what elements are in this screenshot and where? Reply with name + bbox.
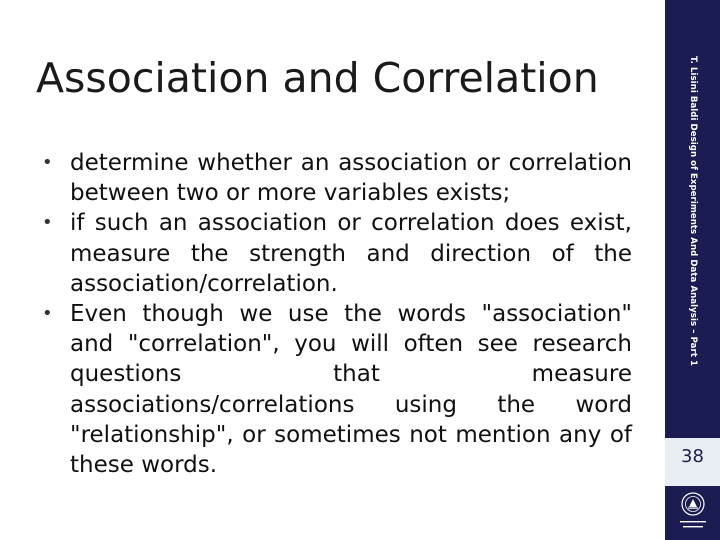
- bullet-item: • determine whether an association or correlation between two or more variables exists;: [42, 148, 632, 208]
- bullet-item: • Even though we use the words "association" and "correlation", you will often see research questions that measure associations/correlations using the word "relationship", or sometimes not mention any of these words.: [42, 299, 632, 480]
- university-seal-icon: [674, 490, 712, 538]
- bullet-item: • if such an association or correlation does exist, measure the strength and direction of the association/correlation.: [42, 208, 632, 299]
- slide-title: Association and Correlation: [36, 54, 599, 102]
- page-number: 38: [681, 446, 704, 467]
- bullet-list: [42, 148, 632, 480]
- sidebar-vertical-caption: T. Lisini Baldi Design of Experiments And Data Analysis – Part 1: [688, 56, 698, 367]
